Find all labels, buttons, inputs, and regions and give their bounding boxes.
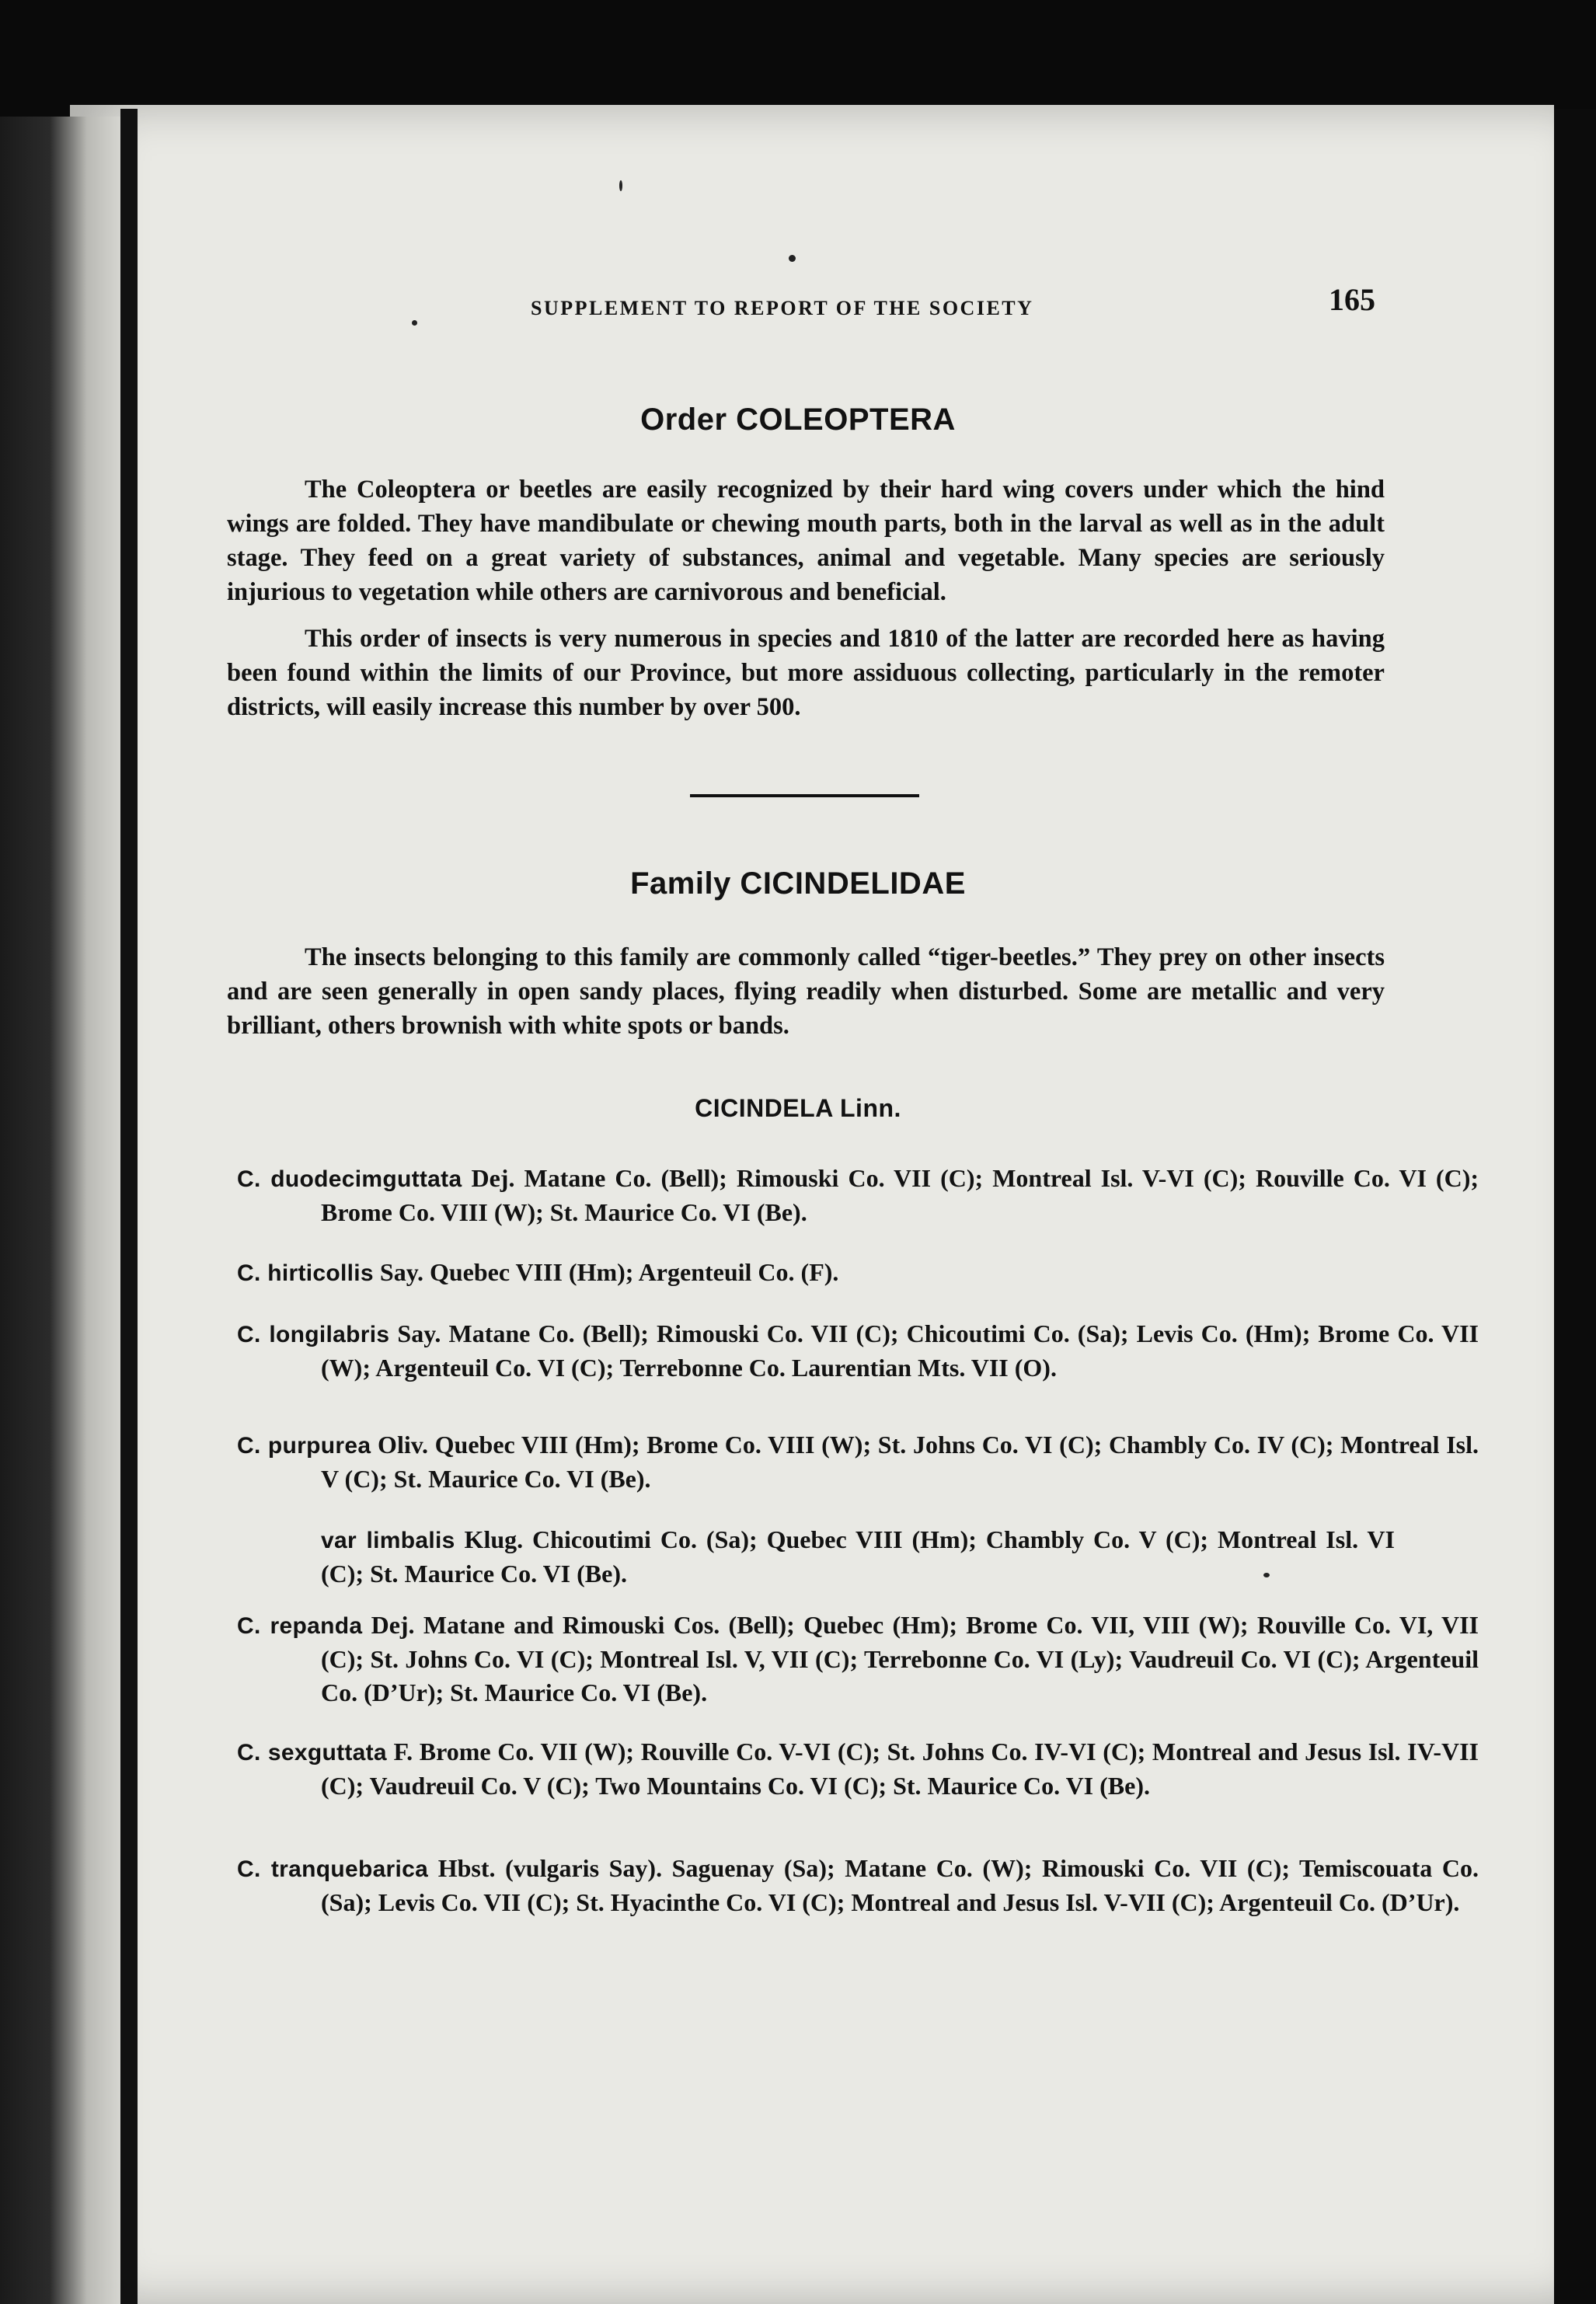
species-entry [237, 1609, 1479, 1710]
section-divider [690, 794, 919, 797]
order-paragraph-1: The Coleoptera or beetles are easily recognized by their hard wing covers under which the hind wings are folded. They have mandibulate or chewing mouth parts, both in the larval as well as in the adult stage. They feed on a great variety of substances, animal and vegetable. Many species are seriously injurious to vegetation while others are carnivorous and beneficial. [227, 476, 1385, 606]
scan-speck [619, 180, 622, 191]
species-entry [237, 1317, 1479, 1385]
page-number: 165 [1329, 282, 1375, 317]
species-name: C. sexguttata [237, 1740, 387, 1765]
species-name: C. purpurea [237, 1433, 371, 1459]
family-paragraph: The insects belonging to this family are commonly called “tiger-beetles.” They prey on other insects and are seen generally in open sandy places, flying readily when disturbed. Some are metallic and very brilliant, others brownish with white spots or bands. [227, 943, 1385, 1040]
species-name: C. duodecimguttata [237, 1166, 462, 1192]
species-records: Say. Matane Co. (Bell); Rimouski Co. VII (C); Chicoutimi Co. (Sa); Levis Co. (Hm); Brome Co. VII (W); Argenteuil Co. VI (C); Terrebonne Co. Laurentian Mts. VII (O). [321, 1319, 1479, 1382]
family-heading: Family CICINDELIDAE [630, 866, 966, 901]
order-heading: Order COLEOPTERA [640, 403, 956, 437]
species-name: C. tranquebarica [237, 1856, 429, 1882]
variety-records: Klug. Chicoutimi Co. (Sa); Quebec VIII (Hm); Chambly Co. V (C); Montreal Isl. VI (C); St. Maurice Co. VI (Be). [321, 1525, 1395, 1588]
order-paragraph-2: This order of insects is very numerous in species and 1810 of the latter are recorded here as having been found within the limits of our Province, but more assiduous collecting, particularly in the remoter districts, will easily increase this number by over 500. [227, 625, 1385, 721]
species-records: Dej. Matane Co. (Bell); Rimouski Co. VII (C); Montreal Isl. V-VI (C); Rouville Co. VI (C); Brome Co. VIII (W); St. Maurice Co. VI (Be). [321, 1164, 1479, 1226]
running-head: SUPPLEMENT TO REPORT OF THE SOCIETY [531, 297, 1034, 319]
species-name: C. longilabris [237, 1322, 390, 1347]
scan-speck [412, 320, 417, 326]
species-records: Say. Quebec VIII (Hm); Argenteuil Co. (F). [373, 1258, 839, 1286]
genus-heading: CICINDELA Linn. [695, 1094, 901, 1122]
species-records: Oliv. Quebec VIII (Hm); Brome Co. VIII (W); St. Johns Co. VI (C); Chambly Co. IV (C); Montreal Isl. V (C); St. Maurice Co. VI (Be). [321, 1431, 1479, 1493]
species-records: F. Brome Co. VII (W); Rouville Co. V-VI (C); St. Johns Co. IV-VI (C); Montreal and Jesus Isl. IV-VII (C); Vaudreuil Co. V (C); Two Mountains Co. VI (C); St. Maurice Co. VI (Be). [321, 1738, 1479, 1800]
species-entry [237, 1852, 1479, 1919]
variety-entry [321, 1523, 1395, 1591]
variety-name: var limbalis [321, 1528, 455, 1553]
species-records: Dej. Matane and Rimouski Cos. (Bell); Quebec (Hm); Brome Co. VII, VIII (W); Rouville Co. VI, VII (C); St. Johns Co. VI (C); Montreal Isl. V, VII (C); Terrebonne Co. VI (Ly); Vaudreuil Co. VI (C); Argenteuil Co. (D’Ur); St. Maurice Co. VI (Be). [321, 1611, 1479, 1706]
species-name: C. repanda [237, 1613, 363, 1639]
species-entry [237, 1735, 1479, 1803]
species-entry [237, 1256, 1479, 1290]
species-name: C. hirticollis [237, 1260, 374, 1286]
species-entry [237, 1162, 1479, 1229]
scan-speck [1263, 1573, 1270, 1577]
scan-speck [789, 255, 796, 262]
species-entry [237, 1428, 1479, 1496]
species-records: Hbst. (vulgaris Say). Saguenay (Sa); Matane Co. (W); Rimouski Co. VII (C); Temiscouata Co. (Sa); Levis Co. VII (C); St. Hyacinthe Co. VI (C); Montreal and Jesus Isl. V-VII (C); Argenteuil Co. (D’Ur). [321, 1854, 1479, 1916]
